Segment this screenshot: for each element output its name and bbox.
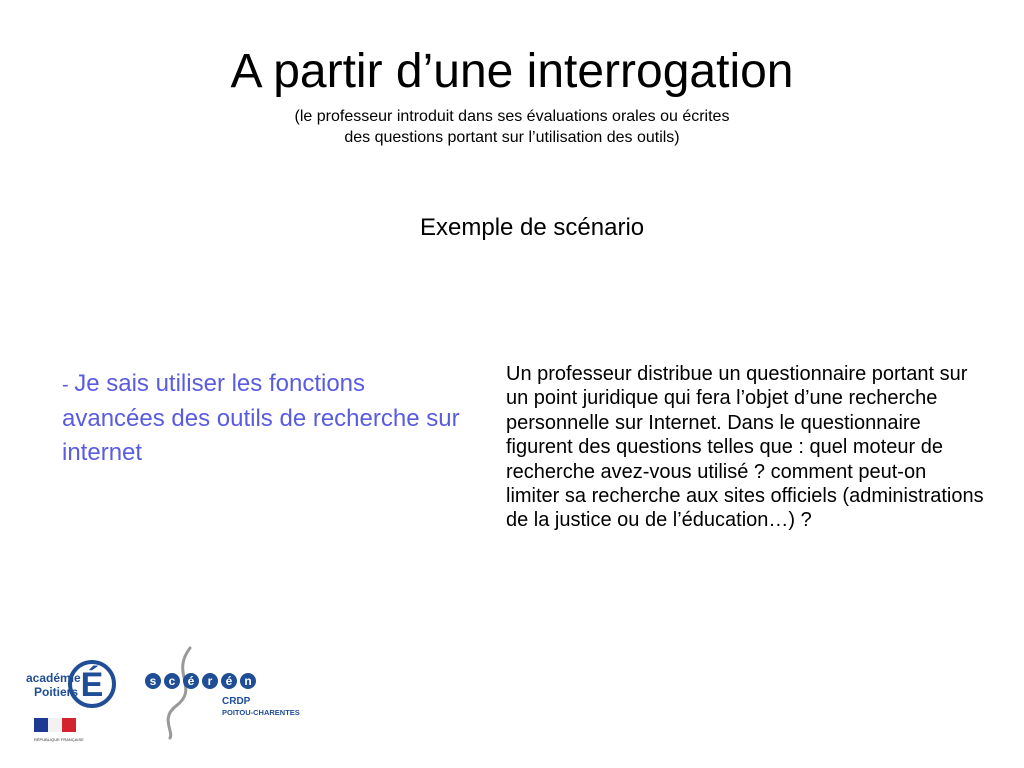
sceren-letter-4: r <box>207 674 213 688</box>
scenario-description: Un professeur distribue un questionnaire portant sur un point juridique qui fera l’objet d’une recherche personnelle sur Internet. Dans le questionnaire figurent des questions telles que : quel moteur de recherche avez-vous utilisé ? comment peut-on limiter sa recherche aux sites officiels (administrations de la justice ou de l’éducation…) ? <box>506 363 984 532</box>
academie-logo-letter: É <box>80 666 104 704</box>
competency-dash: - <box>62 374 75 396</box>
slide-title: A partir d’une interrogation <box>230 45 794 98</box>
sceren-crdp-logo <box>140 644 310 740</box>
sceren-letter-2: c <box>168 674 176 688</box>
flag-red-band <box>62 718 76 732</box>
sceren-letter-3: é <box>187 674 195 688</box>
republique-caption: RÉPUBLIQUE FRANÇAISE <box>34 737 84 742</box>
academie-logo-line1: académie <box>26 671 81 685</box>
sceren-letter-5: é <box>225 674 233 688</box>
competency-text: Je sais utiliser les fonctions avancées des outils de recherche sur internet <box>62 370 460 466</box>
competency-text-block <box>62 367 462 470</box>
academie-logo-line2: Poitiers <box>34 685 79 699</box>
scenario-heading: Exemple de scénario <box>420 214 645 241</box>
sceren-letter-6: n <box>244 674 252 688</box>
subtitle-line-2: des questions portant sur l’utilisation des outils) <box>344 129 680 146</box>
academie-poitiers-logo <box>24 644 120 746</box>
crdp-region: POITOU-CHARENTES <box>222 708 300 717</box>
sceren-logo-swoosh <box>168 648 190 738</box>
sceren-letter-circles <box>145 673 256 689</box>
sceren-letter-1: s <box>149 674 157 688</box>
slide-subtitle <box>0 106 1024 148</box>
crdp-label: CRDP <box>222 696 251 707</box>
flag-white-band <box>48 718 62 732</box>
subtitle-line-1: (le professeur introduit dans ses évaluations orales ou écrites <box>294 108 730 125</box>
flag-blue-band <box>34 718 48 732</box>
